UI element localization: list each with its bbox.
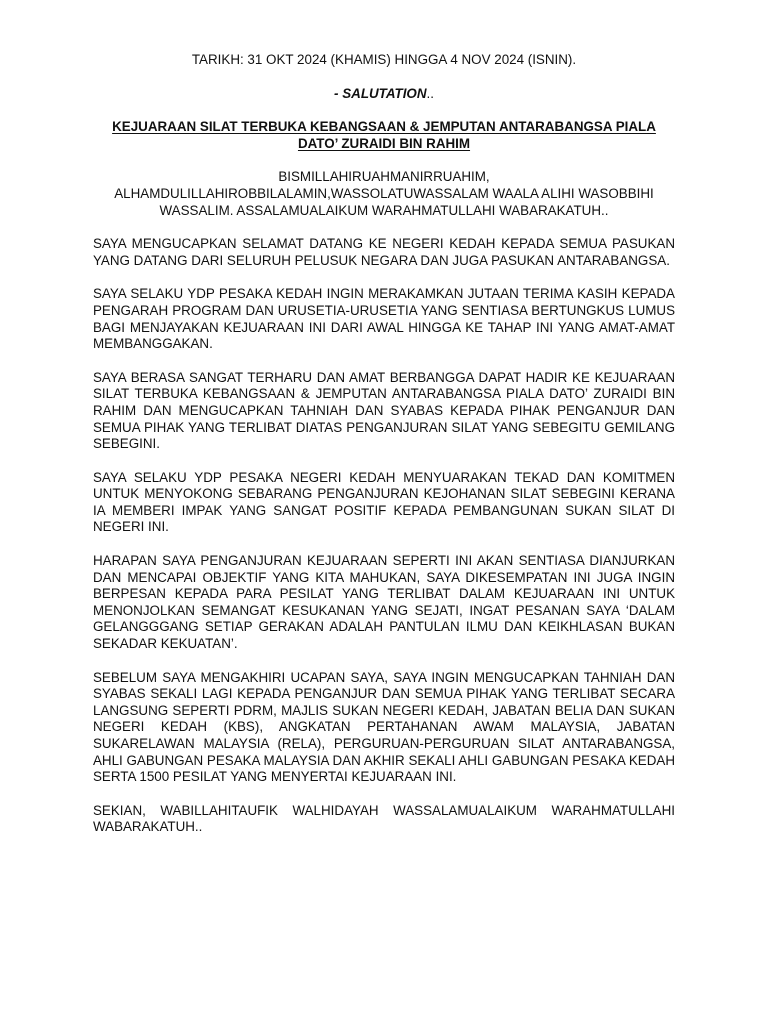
date-line: TARIKH: 31 OKT 2024 (KHAMIS) HINGGA 4 NOV 2024 (ISNIN).: [191, 52, 577, 67]
salutation-trail: ..: [426, 85, 434, 101]
paragraph-farewell: SEKIAN, WABILLAHITAUFIK WALHIDAYAH WASSALAMUALAIKUM WARAHMATULLAHI WABARAKATUH..: [93, 802, 675, 835]
paragraph-hope: HARAPAN SAYA PENGANJURAN KEJUARAAN SEPERTI INI AKAN SENTIASA DIANJURKAN DAN MENCAPAI OBJEKTIF YANG KITA MAHUKAN, SAYA DIKESEMPATAN INI JUGA INGIN BERPESAN KEPADA PARA PESILAT YANG TERLIBAT DALAM KEJUARAAN INI UNTUK MENONJOLKAN SEMANGAT KESUKANAN YANG SEJATI, INGAT PESANAN SAYA ‘DALAM GELANGGGANG SETIAP GERAKAN ADALAH PANTULAN ILMU DAN KEIKHLASAN BUKAN SEKADAR KEKUATAN’.: [93, 553, 675, 652]
salutation-text: - SALUTATION: [334, 85, 427, 101]
paragraph-closing-thanks: SEBELUM SAYA MENGAKHIRI UCAPAN SAYA, SAYA INGIN MENGUCAPKAN TAHNIAH DAN SYABAS SEKALI LAGI KEPADA PENGANJUR DAN SEMUA PIHAK YANG TERLIBAT SECARA LANGSUNG SEPERTI PDRM, MAJLIS SUKAN NEGERI KEDAH, JABATAN BELIA DAN SUKAN NEGERI KEDAH (KBS), ANGKATAN PERTAHANAN AWAM MALAYSIA, JABATAN SUKARELAWAN MALAYSIA (RELA), PERGURUAN-PERGURUAN SILAT ANTARABANGSA, AHLI GABUNGAN PESAKA MALAYSIA DAN AKHIR SEKALI AHLI GABUNGAN PESAKA KEDAH SERTA 1500 PESILAT YANG MENYERTAI KEJUARAAN INI.: [93, 669, 675, 785]
paragraph-commitment: SAYA SELAKU YDP PESAKA NEGERI KEDAH MENYUARAKAN TEKAD DAN KOMITMEN UNTUK MENYOKONG SEBARANG PENGANJURAN KEJOHANAN SILAT SEBEGINI KERANA IA MEMBERI IMPAK YANG SANGAT POSITIF KEPADA PEMBANGUNAN SUKAN SILAT DI NEGERI INI.: [93, 469, 675, 535]
opening-line-2: ALHAMDULILLAHIROBBILALAMIN,WASSOLATUWASSALAM WAALA ALIHI WASOBBIHI WASSALIM. ASSALAMUALAIKUM WARAHMATULLAHI WABARAKATUH..: [114, 185, 654, 218]
event-title: KEJUARAAN SILAT TERBUKA KEBANGSAAN & JEMPUTAN ANTARABANGSA PIALA DATO’ ZURAIDI BIN RAHIM: [112, 119, 656, 151]
opening-greeting: [93, 169, 675, 219]
paragraph-welcome: SAYA MENGUCAPKAN SELAMAT DATANG KE NEGERI KEDAH KEPADA SEMUA PASUKAN YANG DATANG DARI SELURUH PELUSUK NEGARA DAN JUGA PASUKAN ANTARABANGSA.: [93, 236, 675, 268]
paragraph-thanks: SAYA SELAKU YDP PESAKA KEDAH INGIN MERAKAMKAN JUTAAN TERIMA KASIH KEPADA PENGARAH PROGRAM DAN URUSETIA-URUSETIA YANG SENTIASA BERTUNGKUS LUMUS BAGI MENJAYAKAN KEJUARAAN INI DARI AWAL HINGGA KE TAHAP INI YANG AMAT-AMAT MEMBANGGAKAN.: [93, 286, 675, 352]
opening-line-1: BISMILLAHIRUAHMANIRRUAHIM,: [278, 169, 490, 185]
salutation: [93, 86, 675, 103]
paragraph-pride: SAYA BERASA SANGAT TERHARU DAN AMAT BERBANGGA DAPAT HADIR KE KEJUARAAN SILAT TERBUKA KEBANGSAAN & JEMPUTAN ANTARABANGSA PIALA DATO’ ZURAIDI BIN RAHIM DAN MENGUCAPKAN TAHNIAH DAN SYABAS KEPADA PIHAK PENGANJUR DAN SEMUA PIHAK YANG TERLIBAT DIATAS PENGANJURAN SILAT YANG SEBEGITU GEMILANG SEBEGINI.: [93, 369, 675, 452]
